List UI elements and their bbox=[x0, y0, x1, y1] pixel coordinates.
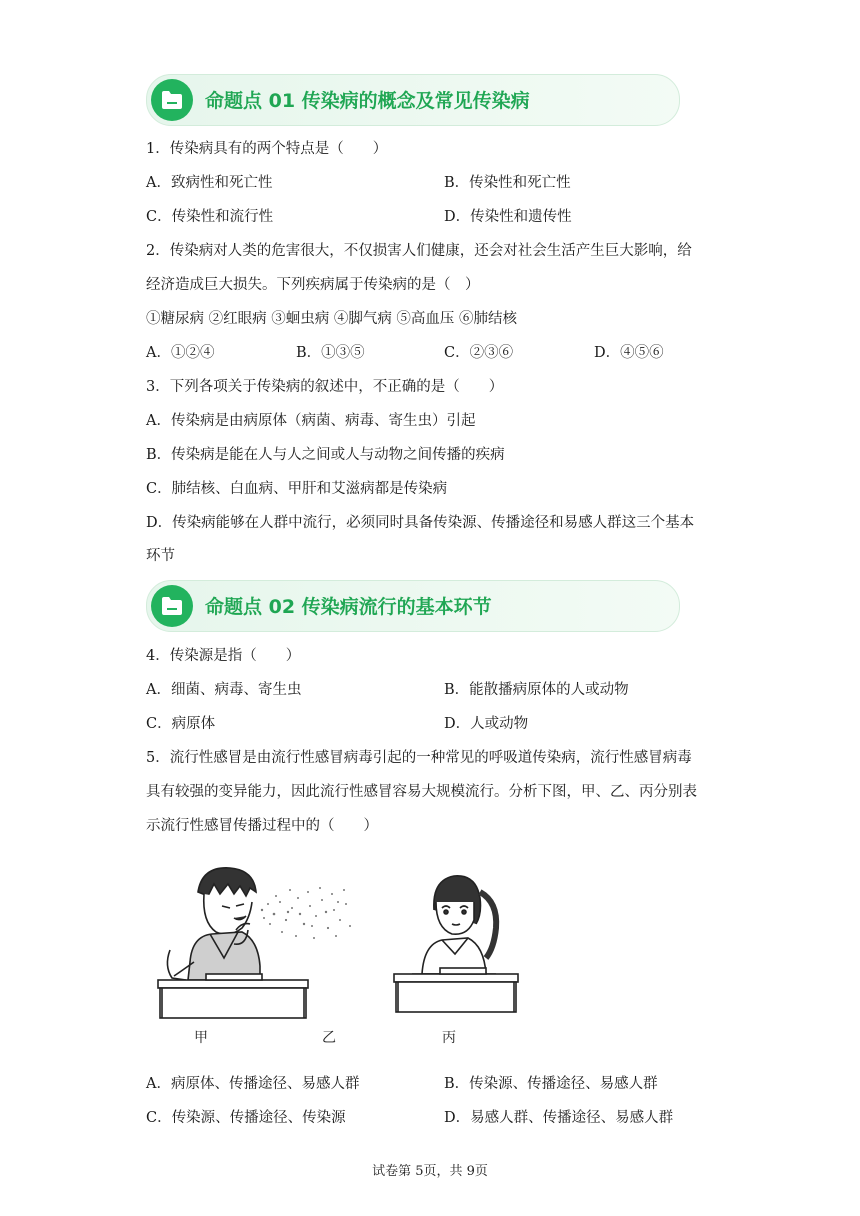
q5-option-a: A．病原体、传播途径、易感人群 bbox=[146, 1076, 360, 1092]
q4-option-a: A．细菌、病毒、寄生虫 bbox=[146, 682, 302, 698]
q3-option-d-line-1: D．传染病能够在人群中流行，必须同时具备传染源、传播途径和易感人群这三个基本 bbox=[146, 515, 695, 531]
q1-option-b: B．传染性和死亡性 bbox=[444, 175, 571, 191]
q5-option-b: B．传染源、传播途径、易感人群 bbox=[444, 1076, 658, 1092]
q1-option-c: C．传染性和流行性 bbox=[146, 209, 274, 225]
illustration-drawing bbox=[150, 862, 550, 1052]
question-2-items: ①糖尿病 ②红眼病 ③蛔虫病 ④脚气病 ⑤高血压 ⑥肺结核 bbox=[146, 311, 518, 327]
droplet-spray bbox=[261, 887, 351, 939]
q3-option-c: C．肺结核、白血病、甲肝和艾滋病都是传染病 bbox=[146, 481, 448, 497]
q3-option-d-line-2: 环节 bbox=[146, 548, 175, 564]
q3-option-a: A．传染病是由病原体（病菌、病毒、寄生虫）引起 bbox=[146, 413, 476, 429]
question-5-stem-line-2: 具有较强的变异能力，因此流行性感冒容易大规模流行。分析下图，甲、乙、丙分别表 bbox=[146, 784, 697, 800]
sneezing-boy bbox=[158, 868, 308, 1018]
figure-label-jia: 甲 bbox=[194, 1030, 208, 1046]
q4-option-c: C．病原体 bbox=[146, 716, 216, 732]
section-title: 命题点 01 传染病的概念及常见传染病 bbox=[205, 90, 530, 112]
figure-label-bing: 丙 bbox=[442, 1030, 456, 1046]
q4-option-d: D．人或动物 bbox=[444, 716, 529, 732]
q3-option-b: B．传染病是能在人与人之间或人与动物之间传播的疾病 bbox=[146, 447, 505, 463]
q5-option-d: D．易感人群、传播途径、易感人群 bbox=[444, 1110, 674, 1126]
q2-option-c: C．②③⑥ bbox=[444, 345, 514, 361]
section-banner-2 bbox=[146, 580, 680, 632]
q1-option-d: D．传染性和遗传性 bbox=[444, 209, 572, 225]
q4-option-b: B．能散播病原体的人或动物 bbox=[444, 682, 629, 698]
question-2-stem-line-1: 2．传染病对人类的危害很大，不仅损害人们健康，还会对社会生活产生巨大影响，给 bbox=[146, 243, 692, 259]
question-5-stem-line-1: 5．流行性感冒是由流行性感冒病毒引起的一种常见的呼吸道传染病，流行性感冒病毒 bbox=[146, 750, 692, 766]
q1-option-a: A．致病性和死亡性 bbox=[146, 175, 273, 191]
question-4-stem: 4．传染源是指（ ） bbox=[146, 648, 301, 664]
folder-icon bbox=[151, 585, 193, 627]
question-5-stem-line-3: 示流行性感冒传播过程中的（ ） bbox=[146, 818, 378, 834]
section-banner-1 bbox=[146, 74, 680, 126]
q2-option-d: D．④⑤⑥ bbox=[594, 345, 664, 361]
q5-option-c: C．传染源、传播途径、传染源 bbox=[146, 1110, 346, 1126]
q2-option-b: B．①③⑤ bbox=[296, 345, 365, 361]
question-1-stem: 1．传染病具有的两个特点是（ ） bbox=[146, 141, 388, 157]
page-footer: 试卷第 5页，共 9页 bbox=[372, 1164, 488, 1179]
girl bbox=[394, 876, 518, 1012]
figure-label-yi: 乙 bbox=[322, 1030, 336, 1046]
folder-icon bbox=[151, 79, 193, 121]
q2-option-a: A．①②④ bbox=[146, 345, 215, 361]
question-2-stem-line-2: 经济造成巨大损失。下列疾病属于传染病的是（ ） bbox=[146, 277, 480, 293]
section-title: 命题点 02 传染病流行的基本环节 bbox=[205, 596, 492, 618]
flu-transmission-illustration bbox=[150, 862, 550, 1052]
question-3-stem: 3．下列各项关于传染病的叙述中，不正确的是（ ） bbox=[146, 379, 504, 395]
